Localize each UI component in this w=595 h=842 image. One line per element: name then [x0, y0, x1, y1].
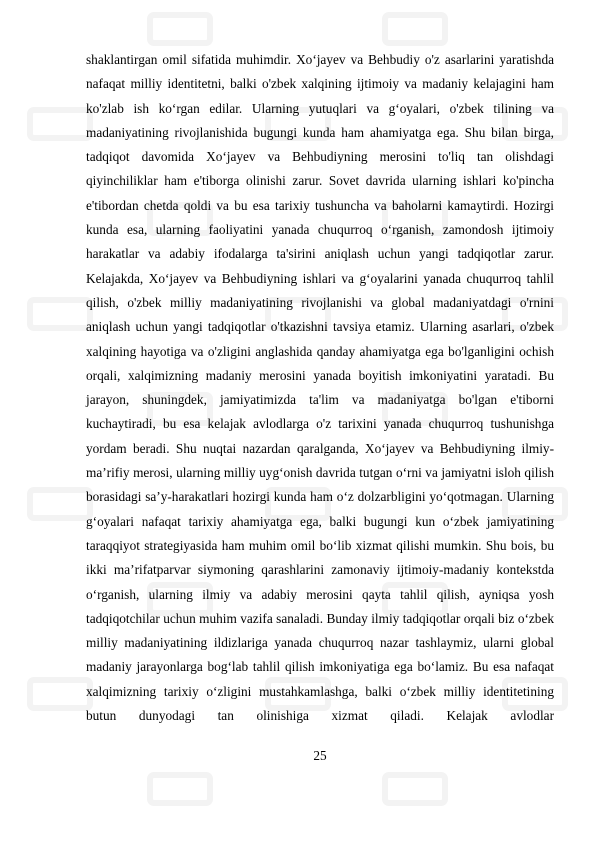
page-number: 25: [313, 748, 327, 763]
body-paragraph: shaklantirgan omil sifatida muhimdir. Xo‘jayev va Behbudiy o'z asarlarini yaratishda nafaqat milliy identitetni, balki o'zbek xalqining ijtimoiy va madaniy kelajagini ham ko'zlab ish ko‘rgan edilar. Ularning yutuqlari va g‘oyalari, o'zbek tilining va madaniyatining rivojlanishida bugungi kunda ham ahamiyatga ega. Shu bilan birga, tadqiqot davomida Xo‘jayev va Behbudiyning merosini to'liq tan olishdagi qiyinchiliklar ham e'tiborga olinishi zarur. Sovet davrida ularning ishlari ko'pincha e'tibordan chetda qoldi va bu esa tarixiy tushuncha va baholarni kamaytirdi. Hozirgi kunda esa, ularning faoliyatini yanada chuqurroq o‘rganish, zamondosh ijtimoiy harakatlar va adabiy ifodalarga ta'sirini aniqlash uchun yangi tadqiqotlar zarur. Kelajakda, Xo‘jayev va Behbudiyning ishlari va g‘oyalarini yanada chuqurroq tahlil qilish, o'zbek milliy madaniyatining rivojlanishi va global madaniyatdagi o'rnini aniqlash uchun yangi tadqiqotlar o'tkazishni tavsiya etamiz. Ularning asarlari, o'zbek xalqining hayotiga va o'zligini anglashida qanday ahamiyatga ega bo'lganligini ochish orqali, xalqimizning madaniy merosini yanada boyitish imkoniyatini yaratadi. Bu jarayon, shuningdek, jamiyatimizda ta'lim va madaniyatga bo'lgan e'tiborni kuchaytiradi, bu esa kelajak avlodlarga o'z tarixini yanada chuqurroq tushunishga yordam beradi. Shu nuqtai nazardan qaralganda, Xo‘jayev va Behbudiyning ilmiy-ma’rifiy merosi, ularning milliy uyg‘onish davrida tutgan o‘rni va jamiyatni isloh qilish borasidagi sa’y-harakatlari hozirgi kunda ham o‘z dolzarbligini yo‘qotmagan. Ularning g‘oyalari nafaqat tarixiy ahamiyatga ega, balki bugungi kun o‘zbek jamiyatining taraqqiyot strategiyasida ham muhim omil bo‘lib xizmat qilishi mumkin. Shu bois, bu ikki ma’rifatparvar siymoning qarashlarini zamonaviy ijtimoiy-madaniy kontekstda o‘rganish, ularning ilmiy va adabiy merosini qayta tahlil qilish, ayniqsa yosh tadqiqotchilar uchun muhim vazifa sanaladi. Bunday ilmiy tadqiqotlar orqali biz o‘zbek milliy madaniyatining ildizlariga yanada chuqurroq nazar tashlaymiz, ularni global madaniy jarayonlarga bog‘lab tahlil qilish imkoniyatiga ega bo‘lamiz. Bu esa nafaqat xalqimizning tarixiy o‘zligini mustahkamlashga, balki o‘zbek milliy identitetining butun dunyodagi tan olinishiga xizmat qiladi. Kelajak avlodlar: [86, 52, 554, 724]
